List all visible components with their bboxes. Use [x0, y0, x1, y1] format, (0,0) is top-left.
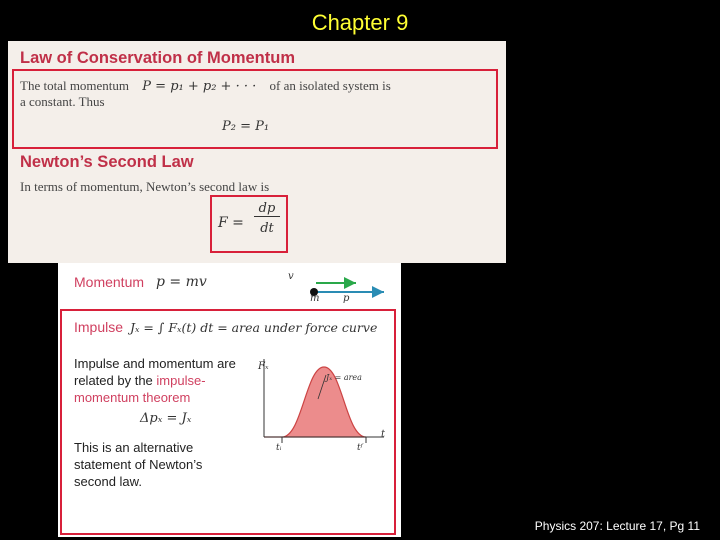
conservation-text-a: The total momentum P = p₁ + p₂ + · · · of an isolated system is — [20, 78, 391, 94]
momentum-label: Momentum — [74, 274, 145, 290]
impulse-label: Impulse — [74, 319, 124, 335]
impulse-alt2: statement of Newton’s — [74, 457, 203, 472]
impulse-line3: momentum theorem — [74, 390, 191, 405]
conservation-text-c: a constant. Thus — [20, 94, 105, 109]
impulse-eq: Jₓ = ∫ Fₓ(t) dt = area under force curve — [130, 320, 378, 335]
impulse-line1: Impulse and momentum are — [74, 356, 236, 371]
velocity-label: v — [288, 271, 294, 282]
graph-xlabel: t — [381, 429, 386, 440]
impulse-line2: related by the impulse- — [74, 373, 206, 388]
conservation-result-eq: P₂ = P₁ — [222, 119, 270, 134]
graph-ylabel: Fₓ — [258, 361, 269, 372]
newton-eq-numerator: dp — [254, 201, 280, 217]
conservation-panel — [8, 41, 506, 263]
graph-t1: tᵢ — [276, 443, 282, 453]
impulse-panel — [58, 263, 401, 537]
impulse-theorem-eq: Δpₓ = Jₓ — [140, 411, 192, 426]
impulse-alt1: This is an alternative — [74, 440, 194, 455]
graph-annotation: Jₓ = area — [326, 373, 362, 382]
newton-text: In terms of momentum, Newton’s second law is — [20, 179, 270, 194]
newton-eq-lhs: F = — [218, 215, 244, 231]
momentum-diagram — [284, 267, 394, 311]
graph-t2: tᶠ — [357, 443, 363, 453]
mass-label: m — [310, 293, 320, 304]
newton-heading: Newton’s Second Law — [20, 153, 194, 171]
slide-title: Chapter 9 — [311, 10, 409, 35]
momentum-vector-label: p — [343, 293, 350, 304]
impulse-alt3: second law. — [74, 474, 142, 489]
conservation-heading: Law of Conservation of Momentum — [20, 49, 296, 67]
momentum-eq: p = mv — [156, 274, 207, 290]
newton-eq-denominator: dt — [260, 221, 274, 236]
slide-footer: Physics 207: Lecture 17, Pg 11 — [534, 519, 700, 533]
conservation-equation: P = p₁ + p₂ + · · · — [142, 79, 257, 94]
force-time-graph — [254, 355, 390, 459]
